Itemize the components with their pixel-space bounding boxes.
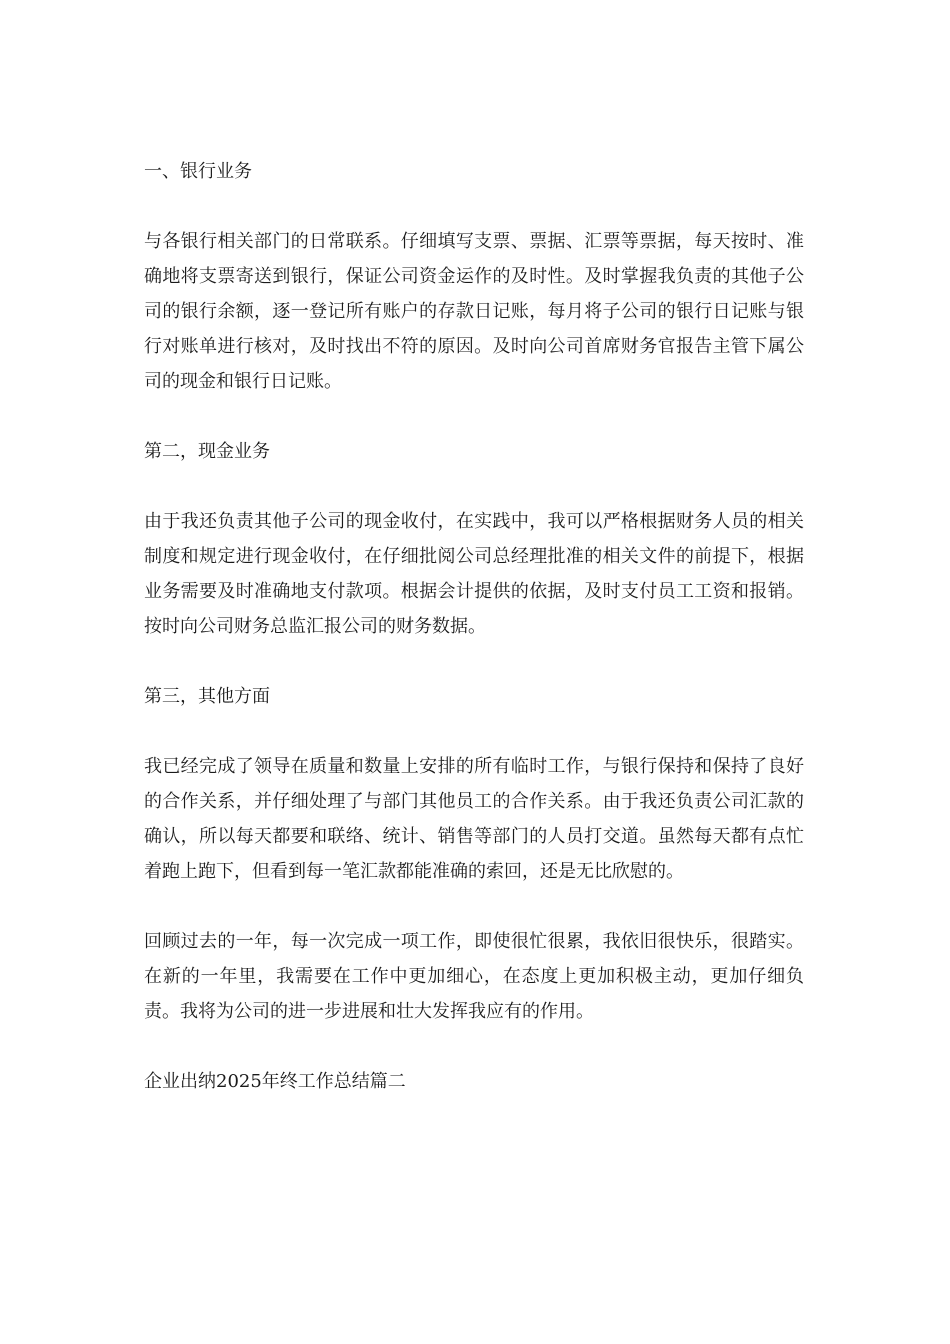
spacer bbox=[144, 1029, 804, 1064]
next-document-title: 企业出纳2025年终工作总结篇二 bbox=[144, 1071, 406, 1092]
spacer bbox=[144, 714, 804, 749]
section-heading-cash: 第二，现金业务 bbox=[144, 441, 270, 462]
spacer bbox=[144, 644, 804, 679]
spacer bbox=[144, 889, 804, 924]
spacer bbox=[144, 469, 804, 504]
section-heading-banking: 一、银行业务 bbox=[144, 161, 252, 182]
section-heading-other: 第三，其他方面 bbox=[144, 686, 270, 707]
section-paragraph-banking: 与各银行相关部门的日常联系。仔细填写支票、票据、汇票等票据，每天按时、准确地将支票寄送到银行，保证公司资金运作的及时性。及时掌握我负责的其他子公司的银行余额，逐一登记所有账户的存款日记账，每月将子公司的银行日记账与银行对账单进行核对，及时找出不符的原因。及时向公司首席财务官报告主管下属公司的现金和银行日记账。 bbox=[144, 231, 804, 392]
spacer bbox=[144, 189, 804, 224]
document-body bbox=[144, 154, 804, 1099]
closing-paragraph: 回顾过去的一年，每一次完成一项工作，即使很忙很累，我依旧很快乐，很踏实。在新的一年里，我需要在工作中更加细心，在态度上更加积极主动，更加仔细负责。我将为公司的进一步进展和壮大发挥我应有的作用。 bbox=[144, 931, 804, 1022]
spacer bbox=[144, 399, 804, 434]
section-paragraph-other: 我已经完成了领导在质量和数量上安排的所有临时工作，与银行保持和保持了良好的合作关系，并仔细处理了与部门其他员工的合作关系。由于我还负责公司汇款的确认，所以每天都要和联络、统计、销售等部门的人员打交道。虽然每天都有点忙着跑上跑下，但看到每一笔汇款都能准确的索回，还是无比欣慰的。 bbox=[144, 756, 804, 882]
section-paragraph-cash: 由于我还负责其他子公司的现金收付，在实践中，我可以严格根据财务人员的相关制度和规定进行现金收付，在仔细批阅公司总经理批准的相关文件的前提下，根据业务需要及时准确地支付款项。根据会计提供的依据，及时支付员工工资和报销。按时向公司财务总监汇报公司的财务数据。 bbox=[144, 511, 804, 637]
